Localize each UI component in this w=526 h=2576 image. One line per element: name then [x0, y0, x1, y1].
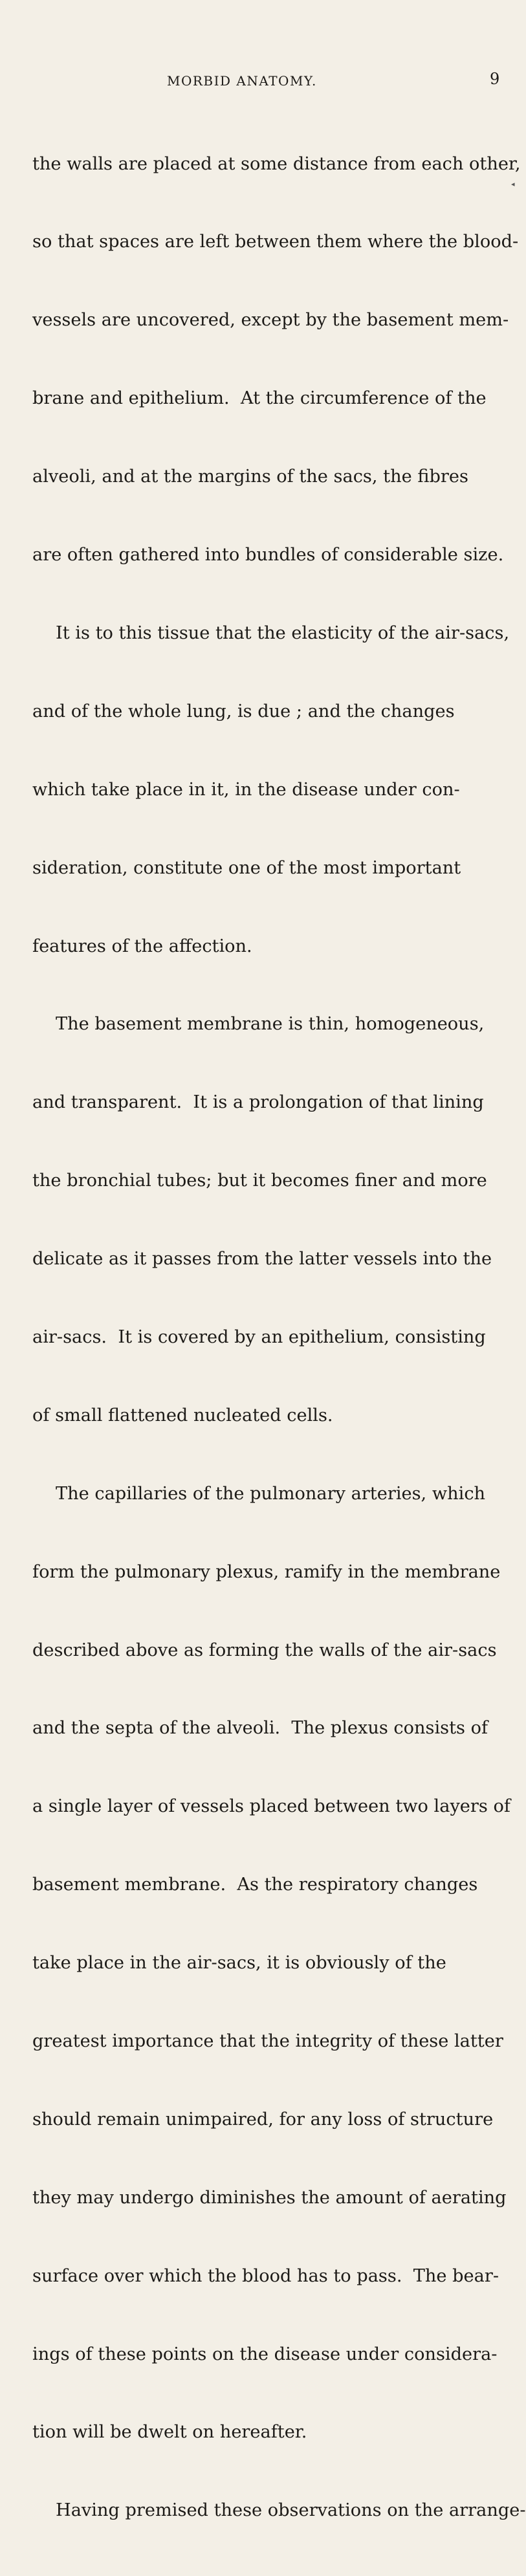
page-edge-mark: ◂	[511, 180, 515, 188]
text-line: take place in the air-sacs, it is obviously of the	[32, 1953, 446, 1974]
text-line: surface over which the blood has to pass. The bear-	[32, 2265, 499, 2286]
text-line: a single layer of vessels placed between two layers of	[32, 1796, 510, 1817]
text-line: the bronchial tubes; but it becomes finer and more	[32, 1171, 487, 1191]
text-line: features of the affection.	[32, 936, 252, 956]
paragraph-start-line: The capillaries of the pulmonary arteries, which	[56, 1483, 486, 1504]
paragraph-start-line: It is to this tissue that the elasticity of the air-sacs,	[56, 622, 510, 643]
text-line: should remain unimpaired, for any loss of structure	[32, 2109, 494, 2130]
text-line: vessels are uncovered, except by the basement mem-	[32, 310, 509, 331]
running-head: MORBID ANATOMY.	[167, 73, 317, 89]
text-line: sideration, constitute one of the most important	[32, 857, 461, 878]
text-line: of small flattened nucleated cells.	[32, 1405, 333, 1426]
text-line: described above as forming the walls of the air-sacs	[32, 1640, 497, 1660]
paragraph-start-line: Having premised these observations on the arrange-	[56, 2500, 526, 2521]
text-line: are often gathered into bundles of considerable size.	[32, 545, 504, 566]
text-line: basement membrane. As the respiratory changes	[32, 1875, 478, 1895]
text-line: delicate as it passes from the latter vessels into the	[32, 1249, 492, 1270]
text-line: and of the whole lung, is due ; and the changes	[32, 701, 455, 721]
paragraph-start-line: The basement membrane is thin, homogeneous,	[56, 1014, 485, 1035]
text-line: tion will be dwelt on hereafter.	[32, 2422, 307, 2443]
text-line: they may undergo diminishes the amount of aerating	[32, 2187, 507, 2208]
text-line: the walls are placed at some distance from each other,	[32, 153, 521, 174]
text-line: and transparent. It is a prolongation of that lining	[32, 1092, 484, 1113]
text-line: brane and epithelium. At the circumference of the	[32, 388, 487, 409]
text-line: air-sacs. It is covered by an epithelium, consisting	[32, 1327, 486, 1347]
text-line: so that spaces are left between them where the blood-	[32, 232, 519, 252]
body-text	[32, 99, 526, 2576]
text-line: alveoli, and at the margins of the sacs, the fibres	[32, 467, 468, 487]
text-line: and the septa of the alveoli. The plexus consists of	[32, 1718, 488, 1739]
text-line: greatest importance that the integrity of these latter	[32, 2031, 503, 2051]
text-line: form the pulmonary plexus, ramify in the membrane	[32, 1561, 501, 1582]
text-line: which take place in it, in the disease under con-	[32, 779, 460, 800]
page-number: 9	[490, 70, 500, 88]
text-line: ings of these points on the disease under considera-	[32, 2344, 498, 2364]
